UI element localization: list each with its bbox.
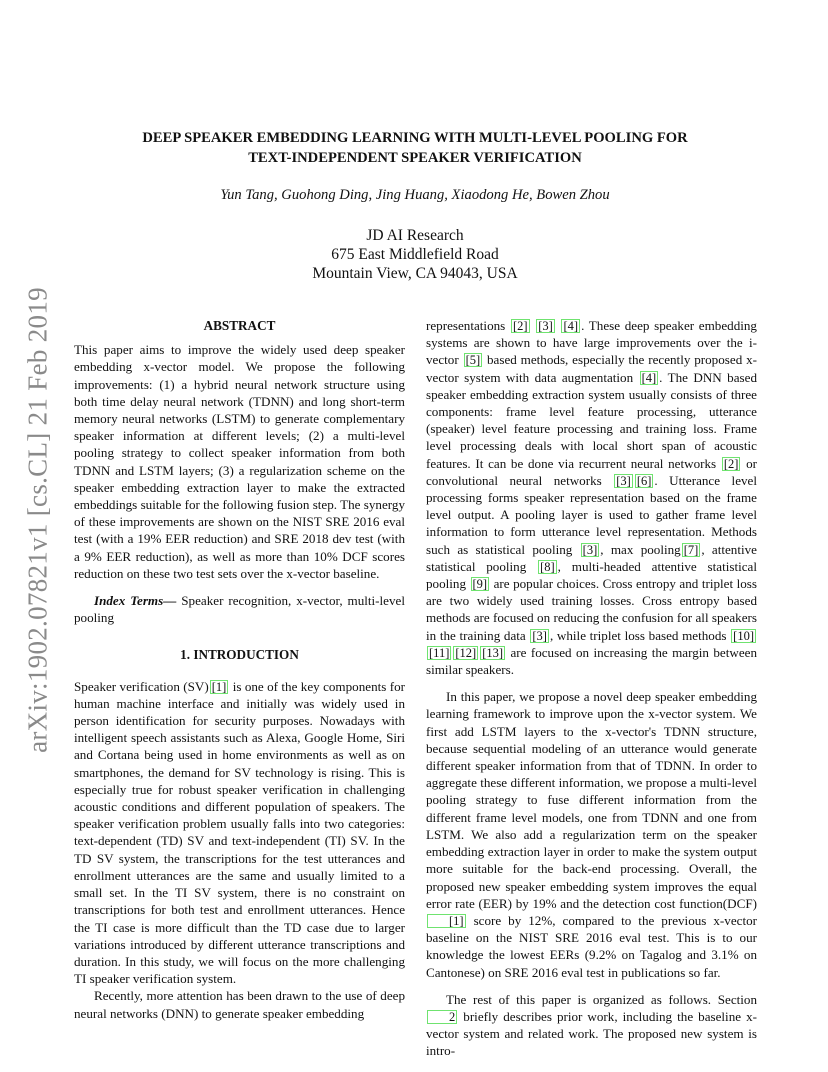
affiliation-city: Mountain View, CA 94043, USA <box>312 265 518 282</box>
citation-link[interactable]: [8] <box>540 559 555 574</box>
citation-link[interactable]: [9] <box>472 577 488 592</box>
citation-link[interactable]: [11] <box>429 645 450 660</box>
intro-paragraph-2: Recently, more attention has been drawn to the use of deep neural networks (DNN) to generate speaker embedding <box>74 988 405 1021</box>
intro-paragraph-3: In this paper, we propose a novel deep speaker embedding learning framework to improve upon the x-vector system. We first add LSTM layers to the x-vector's TDNN structure, because sequential modeling of an utterance would generate different speaker information from that of TDNN. In order to aggregate these different information, we propose a multi-level pooling strategy to fuse different information from the different frame level models, one from TDNN and one from LSTM. We also add a regularization term on the speaker embedding extraction layer in order to make the system output more suitable for the back-end processing. Overall, the proposed new speaker embedding system improves the equal error rate (EER) by 19% and the detection cost function(DCF)[1] score by 12%, compared to the previous x-vector baseline on the NIST SRE 2016 eval test. This is to our knowledge the lowest EERs (9.2% on Tagalog and 3.1% on Cantonese) on SRE 2016 eval test in publications so far. <box>426 689 757 980</box>
citation-link[interactable]: [1] <box>427 914 466 928</box>
citation-link[interactable]: [13] <box>482 645 504 660</box>
introduction-heading: 1. INTRODUCTION <box>180 647 299 663</box>
index-terms <box>74 592 405 626</box>
section-link[interactable]: 2 <box>427 1010 457 1024</box>
citation-link[interactable]: [5] <box>465 353 481 368</box>
title-line-2: TEXT-INDEPENDENT SPEAKER VERIFICATION <box>248 150 582 166</box>
title-line-1: DEEP SPEAKER EMBEDDING LEARNING WITH MULTI-LEVEL POOLING FOR <box>142 130 688 146</box>
affiliation-org: JD AI Research <box>366 227 464 244</box>
intro-paragraph-2-continued: representations [2] [3] [4] . These deep speaker embedding systems are shown to have large improvements over the i-vector [5] based methods, especially the recently proposed x-vector system with data augmentation [4] . The DNN based speaker embedding extraction system usually consists of three components: frame level feature processing, utterance (speaker) level feature processing and training loss. Frame level processing deals with local short span of acoustic features. It can be done via recurrent neural networks [2] or convolutional neural networks [3] [6] . Utterance level processing forms speaker representation based on the frame level output. A pooling layer is used to gather frame level information to form utterance level representation. Methods such as statistical pooling [3] , max pooling [7] , attentive statistical pooling [8] , multi-headed attentive statistical pooling [9] are popular choices. Cross entropy and triplet loss are two widely used training losses. Cross entropy based methods are focused on reducing the confusion for all speakers in the training data [3] , while triplet loss based methods [10][11] [12] [13] are focused on increasing the margin between similar speakers. <box>426 318 757 678</box>
affiliation-street: 675 East Middlefield Road <box>331 246 499 263</box>
citation-link[interactable]: [6] <box>636 473 652 488</box>
index-terms-text: Speaker recognition, x-vector, multi-level pooling <box>74 593 405 626</box>
citation-link[interactable]: [3] <box>538 319 553 333</box>
citation-link[interactable]: [1] <box>211 679 227 694</box>
citation-link[interactable]: [12] <box>455 645 477 660</box>
citation-link[interactable]: [7] <box>683 542 699 557</box>
arxiv-side-identifier <box>14 280 62 760</box>
index-terms-label: Index Terms— <box>94 593 177 609</box>
citation-link[interactable]: [3] <box>616 473 631 488</box>
citation-link[interactable]: [4] <box>563 319 579 333</box>
citation-link[interactable]: [2] <box>723 456 739 471</box>
paper-title <box>80 128 750 168</box>
citation-link[interactable]: [3] <box>582 542 598 557</box>
intro-paragraph-1: Speaker verification (SV) [1] is one of the key components for human machine interface and initially was widely used in person identification for security purposes. Nowadays with intelligent speech assistants such as Alexa, Google Home, Siri and Cortana being used in home environments as well as on smartphones, the demand for SV technology is rising. This is especially true for robust speaker verification in challenging acoustic conditions and different population of speakers. The speaker verification problem usually falls into two categories: text-dependent (TD) SV and text-independent (TI) SV. In the TD SV system, the transcriptions for the test utterances and enrollment utterances are the same and usually limited to a small set. In the TI SV system, there is no constraint on transcriptions for both test and enrollment utterances. Hence the TI case is more difficult than the TD case due to larger variations introduced by different utterance transcriptions and duration. In this study, we will focus on the more challenging TI speaker verification system. <box>74 678 405 987</box>
arxiv-id-text: arXiv:1902.07821v1 [cs.CL] 21 Feb 2019 <box>22 287 53 753</box>
intro-paragraph-4: The rest of this paper is organized as follows. Section 2 briefly describes prior work, including the baseline x-vector system and related work. The proposed new system is intro- <box>426 991 757 1059</box>
citation-link[interactable]: [4] <box>641 370 657 385</box>
abstract-text: This paper aims to improve the widely used deep speaker embedding x-vector model. We propose the following improvements: (1) a hybrid neural network structure using both time delay neural network (TDNN) and long short-term memory neural networks (LSTM) to generate complementary speaker information at different levels; (2) a multi-level pooling strategy to collect speaker information from both TDNN and LSTM layers; (3) a regularization scheme on the speaker embedding extraction layer to make the extracted embeddings suitable for the following fusion step. The synergy of these improvements are shown on the NIST SRE 2016 eval test (with a 19% EER reduction) and SRE 2018 dev test (with a 9% EER reduction), as well as more than 10% DCF scores reduction on these two test sets over the x-vector baseline. <box>74 342 405 581</box>
affiliation <box>80 226 750 283</box>
right-column <box>426 317 757 1060</box>
abstract-heading: ABSTRACT <box>203 318 276 333</box>
citation-link[interactable]: [3] <box>532 628 547 643</box>
left-column <box>74 317 405 1022</box>
author-list: Yun Tang, Guohong Ding, Jing Huang, Xiaodong He, Bowen Zhou <box>220 187 610 203</box>
citation-link[interactable]: [10] <box>733 628 754 643</box>
citation-link[interactable]: [2] <box>512 319 528 333</box>
